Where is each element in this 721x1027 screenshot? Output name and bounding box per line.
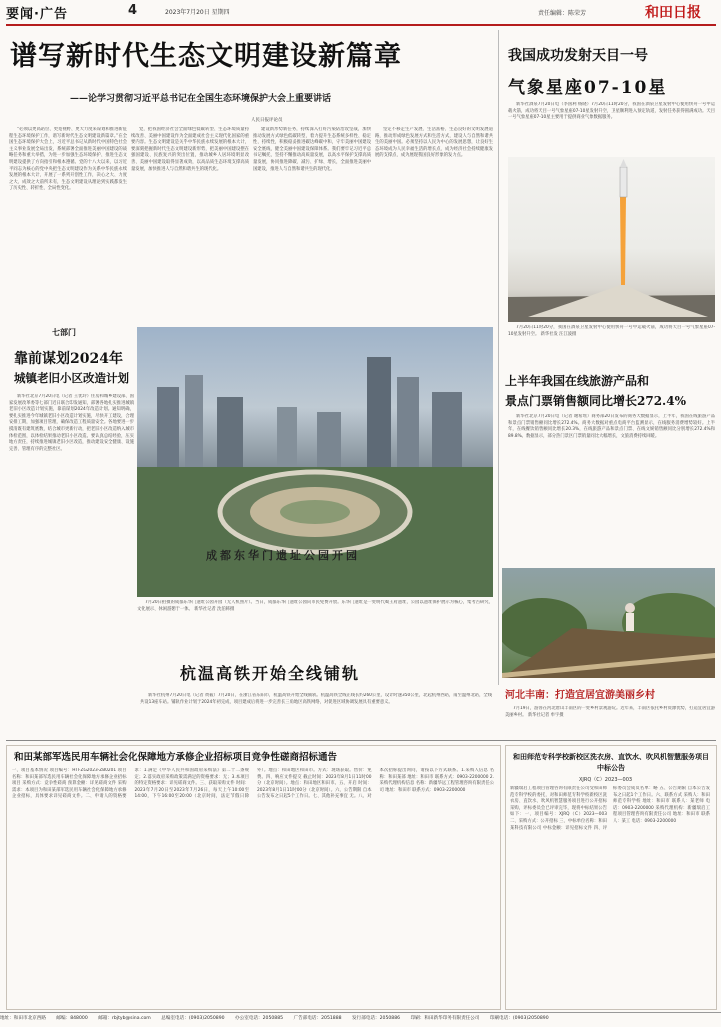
issue-date: 2023年7月20日 星期四 xyxy=(165,9,230,16)
satellite-caption: 7月20日11时20分，我国在酒泉卫星发射中心使用快舟一号甲运载火箭，成功将天目一号气象星座07-10星发射升空。 新华社发 汪江波摄 xyxy=(508,325,715,337)
village-title: 河北丰南：打造宜居宜游美丽乡村 xyxy=(505,690,655,701)
footer-editorial-phone: 总编室电话：(0903)2050890 xyxy=(161,1016,225,1021)
ads-rule xyxy=(6,740,716,741)
editor-credit: 责任编辑：陈荣芳 xyxy=(538,10,587,17)
renovation-title-1: 靠前谋划2024年 xyxy=(14,351,123,367)
footer-printer-phone: 印刷电话：(0903)2050890 xyxy=(489,1016,549,1021)
satellite-photo xyxy=(508,157,715,322)
footer-info xyxy=(0,1012,721,1027)
footer-office-phone: 办公室电话：2050885 xyxy=(235,1016,284,1021)
page-number: 4 xyxy=(128,3,138,18)
park-photo-overlay: 成都东华门遗址公园开园 xyxy=(206,549,360,562)
renovation-title-2: 城镇老旧小区改造计划 xyxy=(14,371,129,385)
satellite-title-2: 气象星座07-10星 xyxy=(508,78,668,98)
section-name: 要闻·广告 xyxy=(6,7,68,22)
lead-col-2: 党，把我国经济社会全面绿色低碳转型、生态环境质量持续改善、美丽中国建设作为全面建成社会主义现代化国家的重要内容。生态文明建设是关乎中华民族永续发展的根本大计，要深刻把握新时代生态文明建设新形势，把美丽中国建设摆在强国建设、民族复兴的突出位置，推动城乡人居环境明显改善、美丽中国建设取得显著成效，以高品质生态环境支撑高质量发展，加快推进人与自然和谐共生的现代化。 xyxy=(131,127,249,172)
footer-ad-phone: 广告部电话：2051888 xyxy=(293,1016,342,1021)
park-caption: 7月20日拍摄的成都东华门遗址公园开园（无人机照片）。当日，成都东华门遗址公园向市民免费开放。东华门遗址是一处明代蜀王府遗址，公园以遗址保护展示为核心，集考古研究、文化展示、休闲游憩于一体。 新华社记者 沈伯韩摄 xyxy=(137,600,493,612)
renovation-kicker: 七部门 xyxy=(52,327,76,337)
award-notice-title: 和田师范专科学校新校区洗衣房、直饮水、吹风机智慧服务项目中标公告 xyxy=(513,752,709,772)
tourism-title-1: 上半年我国在线旅游产品和 xyxy=(505,374,650,388)
column-divider xyxy=(498,30,499,685)
satellite-body: 新华社酒泉7月20日电（李国利 杨晓）7月20日11时20分，我国在酒泉卫星发射中心使用快舟一号甲运载火箭，成功将天目一号气象星座07-10星发射升空，卫星顺利进入预定轨道，发射任务获得圆满成功。天目一号气象星座07-10星主要用于提供商业气象数据服务。 xyxy=(508,102,715,121)
award-notice-body: 新疆瑞启工程项目管理咨询有限责任公司受和田师范专科学校的委托，对和田师范专科学校新校区洗衣房、直饮水、吹风机智慧服务项目进行公开招标采购，评标委员会已评审完毕，现将中标结果公告如下：一、项目编号：XJRQ（C）2023—003 二、采购方式：公开招标 三、中标单位名称：和田某科技有限公司 中标金额：详见招标文件 四、评标委员会成员名单：略 五、公告期限 自本公告发布之日起1个工作日。六、联系方式 采购人：和田师范专科学校 地址：和田市 联系人：某老师 电话：0903-2200000 采购代理机构：新疆瑞启工程项目管理咨询有限责任公司 地址：和田市 联系人：某工 电话：0903-2200000 xyxy=(510,786,710,831)
renovation-body: 新华社北京7月20日电（记者 王优玲）住房和城乡建设部、国家发展改革委等七部门近日联合印发通知，部署各地扎实推进城镇老旧小区改造计划实施，靠前谋划2024年改造计划。通知明确，要扎实推进今年城镇老旧小区改造计划实施，尽快开工建设，合理安排工期，加强项目管理，确保改造工程质量安全。各地要进一步摸清既有建筑底数，结合城市更新行动，把老旧小区改造纳入城市体检范围，以体检结果推动老旧小区改造。要认真总结经验，压实地方责任，持续推进城镇老旧小区改造，推动建设安全健康、设施完善、管理有序的完整社区。 xyxy=(9,394,134,452)
footer-printer: 印刷：和田新华印务有限责任公司 xyxy=(410,1016,480,1021)
footer-distribution-phone: 发行部电话：2050886 xyxy=(352,1016,401,1021)
tender-notice-body: 一、项目基本情况 项目编号：HTFZG2023-ZB0201 项目名称：和田某部军选民用车辆社会化保障地方承修企业招标项目 采购方式：竞争性磋商 预算金额：详见磋商文件 采购需求：本项目为和田某部军选民用车辆社会化保障地方承修企业招标，具体要求详见磋商文件。二、申请人的资格要求：1.满足《中华人民共和国政府采购法》第二十二条规定；2.落实政府采购政策需满足的资格要求：无；3.本项目的特定资格要求：详见磋商文件。三、获取采购文件 时间：2023年7月20日至2023年7月26日，每天上午10:00至14:00，下午16:00至20:00（北京时间，法定节假日除外）。地点：和田地区和田市。方式：现场获取。售价：免费。四、响应文件提交 截止时间：2023年8月1日11时00分（北京时间）。地点：和田地区和田市。五、开启 时间：2023年8月1日11时00分（北京时间）。六、公告期限 自本公告发布之日起5个工作日。七、其他补充事宜 无。八、对本次招标提出询问，请按以下方式联系。1.采购人信息 名称：和田某部 地址：和田市 联系方式：0903-2200000 2.采购代理机构信息 名称：新疆华远工程管理咨询有限责任公司 地址：和田市 联系方式：0903-2200000 xyxy=(12,768,494,800)
village-landscape-image xyxy=(502,568,715,678)
footer-email: 邮箱：rbjtyb@sina.com xyxy=(98,1016,151,1021)
award-notice-code: XJRQ（C）2023—003 xyxy=(579,777,633,783)
tender-notice-title: 和田某部军选民用车辆社会化保障地方承修企业招标项目竞争性磋商招标通告 xyxy=(14,752,338,763)
lead-byline: 人民日报评论员 xyxy=(251,118,283,123)
rail-body: 新华社杭州7月20日电（记者 黄筱）7月20日，在浙江省东阳市，杭温高铁开始全线铺轨。杭温高铁全线正线长约260公里，设计时速350公里，北起杭州西站，南至温州北站，全线共设13座车站。铺轨作业计划于2024年初完成，项目建成后将进一步完善长三角地区高铁网络，对促进区域协调发展具有重要意义。 xyxy=(140,693,492,705)
lead-col-4: 坚定不移走生产发展、生活富裕、生态良好的文明发展道路，推动形成绿色发展方式和生活方式，建设人与自然和谐共生的美丽中国。必须坚持以人民为中心的发展思想，让良好生态环境成为人民幸福生活的增长点、成为经济社会持续健康发展的支撑点、成为展现我国良好形象的发力点。 xyxy=(375,127,493,159)
footer-address: 地址：和田市北京西路 xyxy=(0,1016,46,1021)
lead-subtitle: ——论学习贯彻习近平总书记在全国生态环境保护大会上重要讲话 xyxy=(70,94,332,104)
tourism-title-2: 景点门票销售额同比增长272.4% xyxy=(505,394,686,408)
satellite-title-1: 我国成功发射天目一号 xyxy=(508,48,648,64)
village-caption: 7月19日，游客在河北唐山丰南区的一处乡村景观游玩。近年来，丰南区依托乡村资源优势，打造宜居宜游美丽乡村。 新华社记者 牟宇摄 xyxy=(505,706,715,718)
header-rule xyxy=(6,24,716,26)
rail-title: 杭温高铁开始全线铺轨 xyxy=(180,664,361,683)
footer-postcode: 邮编：848000 xyxy=(56,1016,88,1021)
rocket-launch-image xyxy=(508,157,715,322)
lead-title: 谱写新时代生态文明建设新篇章 xyxy=(10,41,402,72)
lead-col-3: 建设新形势新任务，持续深入打好污染防治攻坚战，加快推动发展方式绿色低碳转型，着力提升生态系统多样性、稳定性、持续性，积极稳妥推进碳达峰碳中和，守牢美丽中国建设安全底线，健全美丽中国建设保障体系。我们要牢记习近平总书记嘱托，坚持不懈推动高质量发展，以高水平保护支撑高质量发展，协同推进降碳、减污、扩绿、增长，全面推进美丽中国建设，推进人与自然和谐共生的现代化。 xyxy=(253,127,371,172)
lead-col-1: “必须以更高站位、更宽视野、更大力度来谋划和推进新征程生态环境保护工作，谱写新时代生态文明建设新篇章。”在全国生态环境保护大会上，习近平总书记从新时代中国特色社会主义事业发展全局出发，系统部署全面推进美丽中国建设的战略任务和重大举措，为进一步加强生态环境保护、推进生态文明建设提供了方向指引和根本遵循。党的十八大以来，以习近平同志为核心的党中央把生态文明建设作为关系中华民族永续发展的根本大计，开展了一系列开创性工作，决心之大、力度之大、成效之大前所未有，生态文明建设从理论到实践都发生了历史性、转折性、全局性变化。 xyxy=(9,127,127,192)
village-photo xyxy=(502,568,715,678)
tourism-body: 新华社北京7月20日电（记者 谢希瑶）商务部20日发布的商务大数据显示，上半年，我国在线旅游产品和景点门票销售额同比增长272.4%。商务大数据对重点电商平台监测显示，在线服务消费增势较好。上半年，在线餐饮销售额同比增长20.3%，在线旅游产品和景点门票、在线文娱销售额同比分别增长272.4%和89.8%。数据显示，部分热门景区门票销量同比大幅增长，文旅消费持续回暖。 xyxy=(508,414,715,439)
newspaper-logo: 和田日报 xyxy=(645,5,701,21)
